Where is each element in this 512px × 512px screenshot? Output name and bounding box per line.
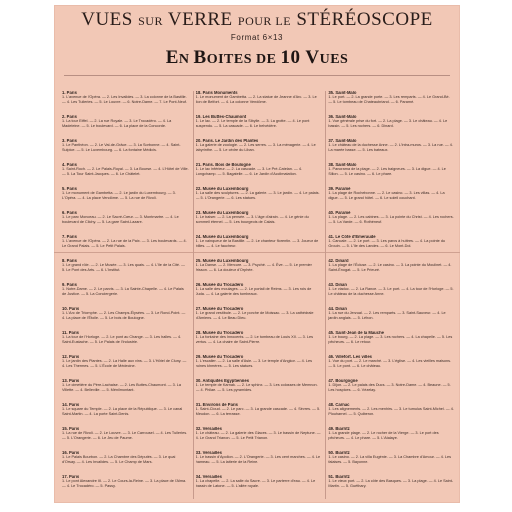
catalog-entry-text: 1. Le cimetière du Père-Lachaise. — 2. Les Buttes-Chaumont. — 3. La Villette. — 4. Belleville. — 5. Ménilmontant. — [62, 383, 182, 392]
catalog-entry-title: 35. Saint-Malo — [328, 91, 357, 95]
catalog-entry — [196, 355, 322, 376]
catalog-entry — [62, 379, 189, 400]
catalog-entry — [196, 139, 322, 160]
catalog-entry-title: 11. Paris — [62, 331, 79, 335]
catalog-entry — [196, 259, 322, 280]
catalog-entry-text: 1. La rue de Rivoli. — 2. Le Louvre. — 3. Le Carrousel. — 4. Les Tuileries. — 5. L'Orangerie. — 6. Le Jeu de Paume. — [62, 431, 188, 440]
document-sheet — [54, 5, 460, 503]
catalog-entry — [62, 355, 189, 376]
catalog-entry-text: 1. Le lac inférieur. — 2. La cascade. — 3. Le Pré-Catelan. — 4. Longchamp. — 5. Bagatelle. — 6. Le Jardin d'Acclimatation. — [195, 167, 303, 176]
subtitle-part-4: OITES DE — [206, 52, 281, 67]
catalog-entry-title: 41. Le Côte d'Émeraude — [328, 235, 376, 239]
catalog-entry-title: 38. Saint-Malo — [328, 163, 357, 167]
catalog-entry-text: 1. Le bourg. — 2. La plage. — 3. Les rochers. — 4. La chapelle. — 5. Les pêcheurs. — 6. Le retour. — [328, 335, 453, 344]
catalog-entry-title: 34. Versailles — [195, 475, 222, 479]
catalog-entry-title: 22. Musée du Luxembourg — [195, 187, 249, 191]
catalog-entry-title: 16. Paris — [62, 451, 80, 455]
catalog-entry-title: 21. Paris. Bois de Boulogne — [195, 163, 251, 167]
catalog-column-middle — [193, 91, 322, 499]
subtitle-part-2: N — [178, 52, 194, 67]
catalog-entry-title: 6. Paris — [62, 211, 77, 215]
catalog-entry — [196, 115, 322, 136]
catalog-entry-title: 48. Carnac — [328, 403, 350, 407]
title-word-stereoscope: STÉRÉOSCOPE — [296, 9, 433, 30]
catalog-entry-text: 1. Notre-Dame. — 2. Le parvis. — 3. La Sainte-Chapelle. — 4. Le Palais de Justice. — 5. La Conciergerie. — [62, 287, 184, 296]
subtitle-part-1: E — [165, 47, 179, 68]
catalog-entry-title: 13. Paris — [62, 379, 80, 383]
catalog-entry-text: 1. La salle des moulages. — 2. Le portail de Reims. — 3. Les rois de Juda. — 4. La galerie des tombeaux. — [195, 287, 312, 296]
catalog-entry-title: 30. Antiquités Égyptiennes — [195, 379, 250, 383]
catalog-entry-title: 1. Paris — [62, 91, 77, 95]
catalog-entry-title: 37. Saint-Malo — [328, 139, 357, 143]
document-subtitle — [54, 47, 460, 69]
catalog-entry — [328, 427, 454, 448]
catalog-entry — [62, 427, 189, 448]
catalog-entry-title: 14. Paris — [62, 403, 80, 407]
catalog-entry-title: 45. Saint-Jean de la Mauche — [328, 331, 384, 335]
catalog-entry — [62, 91, 189, 112]
catalog-entry-title: 19. Les Buttes-Chaumont — [195, 115, 247, 119]
catalog-entry-text: 1. Cancale. — 2. Le port. — 3. Les parcs à huîtres. — 4. La pointe du Grouin. — 5. L'île des Landes. — 6. Le Mont-Dol. — [328, 239, 446, 248]
catalog-entry-title: 7. Paris — [62, 235, 77, 239]
catalog-entry-title: 15. Paris — [62, 427, 80, 431]
catalog-entry — [328, 451, 454, 472]
catalog-entry-title: 8. Paris — [62, 259, 77, 263]
catalog-entry-title: 18. Paris Monuments — [195, 91, 238, 95]
catalog-entry-title: 40. Paramé — [328, 211, 351, 215]
catalog-entry-title: 39. Paramé — [328, 187, 351, 191]
catalog-entry-title: 3. Paris — [62, 139, 77, 143]
catalog-entry-text: 1. La plage. — 2. Les cabines. — 3. La pointe du Christ. — 4. Les rochers. — 5. La Varde. — 6. Rothéneuf. — [328, 215, 454, 224]
catalog-entry-title: 46. Villefort. Les villes — [328, 355, 373, 359]
catalog-entry — [328, 283, 454, 304]
catalog-entry — [62, 259, 189, 280]
catalog-entry-title: 51. Biarritz — [328, 475, 350, 479]
catalog-entry-text: 1. Le vieux port. — 2. La côte des Basques. — 3. La plage. — 4. Le Saint-Martin. — 5. Guéthary. — [328, 479, 454, 488]
catalog-entry-text: 1. Le viaduc. — 2. La Rance. — 3. Le port. — 4. La tour de l'Horloge. — 5. Le château de la duchesse Anne. — [328, 287, 454, 296]
catalog-column-left — [60, 91, 189, 499]
catalog-entry-text: 1. Le bassin d'Apollon. — 2. L'Orangerie. — 3. Les cent marches. — 4. Le hameau. — 5. La laiterie de la Reine. — [195, 455, 321, 464]
catalog-entry-text: 1. Les alignements. — 2. Les menhirs. — 3. Le tumulus Saint-Michel. — 4. Plouharnel. — 5. Quiberon. — [328, 407, 454, 416]
catalog-entry-text: 1. L'Arc de Triomphe. — 2. Les Champs-Élysées. — 3. Le Rond-Point. — 4. La place de l'Étoile. — 5. Le bois de Boulogne. — [62, 311, 186, 320]
catalog-entry-title: 50. Biarritz — [328, 451, 350, 455]
catalog-entry-text: 1. Saint-Cloud. — 2. Le parc. — 3. La grande cascade. — 4. Sèvres. — 5. Meudon. — 6. La terrasse. — [195, 407, 321, 416]
catalog-entry-title: 9. Paris — [62, 283, 77, 287]
catalog-entry — [328, 115, 454, 136]
subtitle-part-6: UES — [319, 52, 349, 67]
catalog-entry-text: 1. La rue du Jerzual. — 2. Les remparts. — 3. Saint-Sauveur. — 4. Le jardin anglais. — 5. Léhon. — [328, 311, 446, 320]
catalog-entry-text: 1. Vue générale prise du fort. — 2. La plage. — 3. Le château. — 4. Le bassin. — 5. Les rochers. — 6. Dinard. — [328, 119, 448, 128]
catalog-entry-text: 1. Le jardin des Plantes. — 2. La Halle aux vins. — 3. L'Hôtel de Cluny. — 4. Les Thermes. — 5. L'École de Médecine. — [62, 359, 187, 368]
catalog-entry-title: 44. Dinan — [328, 307, 347, 311]
catalog-entry-title: 42. Dinard — [328, 259, 349, 263]
catalog-entry — [328, 355, 454, 376]
catalog-entry — [328, 211, 454, 232]
catalog-entry — [196, 91, 322, 112]
catalog-entry — [62, 163, 189, 184]
catalog-entry-text: 1. Le port. — 2. La grande porte. — 3. Les remparts. — 4. Le Grand-Bé. — 5. Le tombeau de Chateaubriand. — 6. Paramé. — [328, 95, 450, 104]
catalog-entry-text: 1. La salle des sculptures. — 2. La galerie. — 3. Le jardin. — 4. Le palais. — 5. L'Orangerie. — 6. Les statues. — [195, 191, 320, 200]
catalog-entry-text: 1. L'avenue de l'Opéra. — 2. La rue de la Paix. — 3. Les boulevards. — 4. Le Grand Palais. — 5. Le Petit Palais. — [62, 239, 187, 248]
catalog-entry — [196, 307, 322, 328]
catalog-entry-text: 1. La tour de l'Horloge. — 2. Le pont au Change. — 3. Les halles. — 4. Saint-Eustache. — 5. Le Palais de l'Industrie. — [62, 335, 182, 344]
catalog-entry-title: 27. Musée du Trocadéro — [195, 307, 244, 311]
catalog-entry — [328, 91, 454, 112]
catalog-entry-text: 1. Le casino. — 2. La villa Eugénie. — 3. La Chambre d'Amour. — 4. Les falaises. — 5. Bayonne. — [328, 455, 452, 464]
catalog-entry — [62, 451, 189, 472]
catalog-entry — [62, 475, 189, 496]
title-word-sur: SUR — [138, 14, 163, 28]
catalog-entry-title: 28. Musée du Trocadéro — [195, 331, 244, 335]
catalog-entry-text: 1. Le lac. — 2. Le temple de la Sibylle. — 3. La grotte. — 4. Le pont suspendu. — 5. La cascade. — 6. Le belvédère. — [195, 119, 310, 128]
document-title — [54, 9, 460, 31]
catalog-entry — [196, 379, 322, 400]
catalog-entry-text: 1. Le temple de Karnak. — 2. Le sphinx. — 3. Les colosses de Memnon. — 4. Philae. — 5. Les pyramides. — [195, 383, 318, 392]
catalog-entry-title: 5. Paris — [62, 187, 77, 191]
catalog-entry — [328, 259, 454, 280]
catalog-entry-text: 1. La grande plage. — 2. Le rocher de la Vierge. — 3. Le port des pêcheurs. — 4. Le phare. — 5. L'Atalaye. — [328, 431, 439, 440]
catalog-entry-title: 12. Paris — [62, 355, 80, 359]
catalog-entry-title: 17. Paris — [62, 475, 80, 479]
catalog-entry-title: 24. Musée du Luxembourg — [195, 235, 249, 239]
catalog-columns — [60, 91, 454, 497]
catalog-entry-text: 1. Le château. — 2. La galerie des Glaces. — 3. Le bassin de Neptune. — 4. Le Grand Trianon. — 5. Le Petit Trianon. — [195, 431, 321, 440]
title-word-pour-le: POUR LE — [237, 14, 292, 28]
catalog-entry-title: 31. Environs de Paris — [195, 403, 239, 407]
catalog-entry-title: 4. Paris — [62, 163, 77, 167]
catalog-entry-text: 1. Le square du Temple. — 2. La place de la République. — 3. Le canal Saint-Martin. — 4. La porte Saint-Denis. — [62, 407, 183, 416]
catalog-entry-title: 36. Saint-Malo — [328, 115, 357, 119]
catalog-entry-text: 1. Le grand rôle. — 2. Le Musée. — 3. Les quais. — 4. L'île de la Cité. — 5. Le Pont des Arts. — 6. L'Institut. — [62, 263, 185, 272]
header-divider — [64, 75, 450, 76]
catalog-entry — [62, 307, 189, 328]
catalog-entry-title: 29. Musée du Trocadéro — [195, 355, 244, 359]
catalog-entry — [62, 331, 189, 352]
catalog-entry-text: 1. Saint-Roch. — 2. Le Palais-Royal. — 3. La Bourse. — 4. L'Hôtel de Ville. — 5. La Tour Saint-Jacques. — 6. Le Châtelet. — [62, 167, 189, 176]
catalog-entry-text: 1. Dijon. — 2. Le palais des Ducs. — 3. Notre-Dame. — 4. Beaune. — 5. Les hospices. — 6. Vézelay. — [328, 383, 451, 392]
catalog-entry-title: 43. Dinan — [328, 283, 347, 287]
catalog-entry — [328, 163, 454, 184]
catalog-entry-text: 1. L'avenue de l'Opéra. — 2. Les Invalides. — 3. La colonne de la Bastille. — 4. Les Tuileries. — 5. Le Louvre. — 6. Notre-Dame. — 7. Le Pont-Neuf. — [62, 95, 187, 104]
catalog-entry-text: 1. Le Palais Bourbon. — 2. La Chambre des Députés. — 3. Le quai d'Orsay. — 4. Les Invalides. — 5. Le Champ de Mars. — [62, 455, 176, 464]
catalog-entry-title: 26. Musée du Trocadéro — [195, 283, 244, 287]
catalog-entry-title: 33. Versailles — [195, 451, 222, 455]
catalog-entry — [328, 403, 454, 424]
catalog-entry — [196, 235, 322, 256]
catalog-entry-text: 1. La fontaine des Innocents. — 2. Le tombeau de Louis XII. — 3. Les vertus. — 4. La chaire de Saint-Pierre. — [195, 335, 314, 344]
catalog-entry-title: 32. Versailles — [195, 427, 222, 431]
catalog-entry-text: 1. La Danse. — 2. Mercure. — 3. Psyché. — 4. Ève. — 5. Le premier frisson. — 6. La douleur d'Orphée. — [195, 263, 312, 272]
catalog-entry — [62, 187, 189, 208]
catalog-entry-text: 1. Le vainqueur de la Bastille. — 2. Le chanteur florentin. — 3. Joueur de billes. — 4. Le faucheur. — [195, 239, 319, 248]
catalog-entry-text: 1. Vue du port. — 2. Le marché. — 3. L'église. — 4. Les vieilles maisons. — 5. Le pont. — 6. Le château. — [328, 359, 452, 368]
catalog-entry-text: 1. Le monument de Gambetta. — 2. La statue de Jeanne d'Arc. — 3. Le lion de Belfort. — 4. La colonne Vendôme. — [195, 95, 317, 104]
catalog-entry — [328, 139, 454, 160]
catalog-entry-title: 2. Paris — [62, 115, 77, 119]
catalog-entry-text: 1. La galerie de zoologie. — 2. Les serres. — 3. La ménagerie. — 4. Le labyrinthe. — 5. Le cèdre du Liban. — [195, 143, 316, 152]
catalog-entry-title: 10. Paris — [62, 307, 80, 311]
catalog-entry-text: 1. Le monument de Gambetta. — 2. Le jardin du Luxembourg. — 3. L'Opéra. — 4. La place Vendôme. — 5. La rue de Rivoli. — [62, 191, 176, 200]
catalog-entry — [196, 283, 322, 304]
catalog-entry — [328, 307, 454, 328]
subtitle-part-5: 10 V — [280, 47, 320, 68]
catalog-entry-text: 1. La plage de Rochebonne. — 2. Le casino. — 3. Les villas. — 4. La digue. — 5. Le grand hôtel. — 6. Le soleil couchant. — [328, 191, 445, 200]
catalog-entry-text: 1. Le château de la duchesse Anne. — 2. L'intra-muros. — 3. La rue. — 4. La marée basse. — 5. Les bateaux. — [328, 143, 453, 152]
catalog-entry — [62, 403, 189, 424]
catalog-entry-text: 1. Le pont Alexandre III. — 2. Le Cours-la-Reine. — 3. La place de l'Alma. — 4. Le Trocadéro. — 5. Passy. — [62, 479, 187, 488]
catalog-entry — [328, 379, 454, 400]
catalog-entry-text: 1. L'escalier. — 2. La salle d'Asie. — 3. Le temple d'Angkor. — 4. Les ruines khmères. — 5. Les statues. — [195, 359, 313, 368]
catalog-entry — [62, 115, 189, 136]
catalog-entry-title: 23. Musée du Luxembourg — [195, 211, 249, 215]
catalog-entry — [196, 211, 322, 232]
subtitle-part-3: B — [193, 47, 207, 68]
catalog-entry — [196, 187, 322, 208]
catalog-entry-text: 1. La tour Eiffel. — 2. La rue Royale. — 3. Le Trocadéro. — 4. La Madeleine. — 5. Le boulevard. — 6. La place de la Concorde. — [62, 119, 172, 128]
catalog-entry — [328, 475, 454, 496]
catalog-entry — [196, 403, 322, 424]
catalog-column-right — [325, 91, 454, 499]
catalog-entry-text: 1. La plage de l'Écluse. — 2. Le casino. — 3. La pointe du Moulinet. — 4. Saint-Énogat. — 5. Le Prieuré. — [328, 263, 452, 272]
catalog-entry — [196, 163, 322, 184]
catalog-entry-text: 1. Le baiser. — 2. La pensée. — 3. L'âge d'airain. — 4. Le génie du sommeil éternel. — 5. Les bourgeois de Calais. — [195, 215, 309, 224]
catalog-entry-text: 1. Panorama de la plage. — 2. Les baigneurs. — 3. La digue. — 4. Le Sillon. — 5. Le casino. — 6. Le phare. — [328, 167, 446, 176]
catalog-entry-text: 1. Le parc Monceau. — 2. Le Sacré-Cœur. — 3. Montmartre. — 4. Le boulevard de Clichy. — 5. La gare Saint-Lazare. — [62, 215, 179, 224]
catalog-entry — [196, 427, 322, 448]
catalog-entry — [62, 211, 189, 232]
catalog-entry-title: 47. Bourgogne — [328, 379, 358, 383]
catalog-entry — [196, 475, 322, 496]
catalog-entry — [62, 139, 189, 160]
format-line: Format 6×13 — [230, 33, 284, 42]
catalog-entry — [328, 235, 454, 256]
catalog-entry-title: 20. Paris. Le Jardin des Plantes — [195, 139, 259, 143]
catalog-entry — [62, 235, 189, 256]
catalog-entry — [196, 331, 322, 352]
title-word-verre: VERRE — [167, 9, 233, 30]
catalog-entry-title: 49. Biarritz — [328, 427, 350, 431]
catalog-entry — [328, 187, 454, 208]
catalog-entry-text: 1. Le grand vestibule. — 2. Le porche de Moissac. — 3. La cathédrale d'Amiens. — 4. Le Beau Dieu. — [195, 311, 314, 320]
catalog-entry-title: 25. Musée du Luxembourg — [195, 259, 249, 263]
catalog-entry — [196, 451, 322, 472]
catalog-entry-text: 1. La chapelle. — 2. La salle du Sacre. — 3. Le parterre d'eau. — 4. Le bassin de Latone. — 5. L'allée royale. — [195, 479, 316, 488]
catalog-entry — [328, 331, 454, 352]
catalog-entry-text: 1. Le Panthéon. — 2. Le Val-de-Grâce. — 3. La Sorbonne. — 4. Saint-Sulpice. — 5. Le Luxembourg. — 6. La fontaine Médicis. — [62, 143, 181, 152]
title-word-vues: VUES — [81, 9, 133, 30]
catalog-entry — [62, 283, 189, 304]
